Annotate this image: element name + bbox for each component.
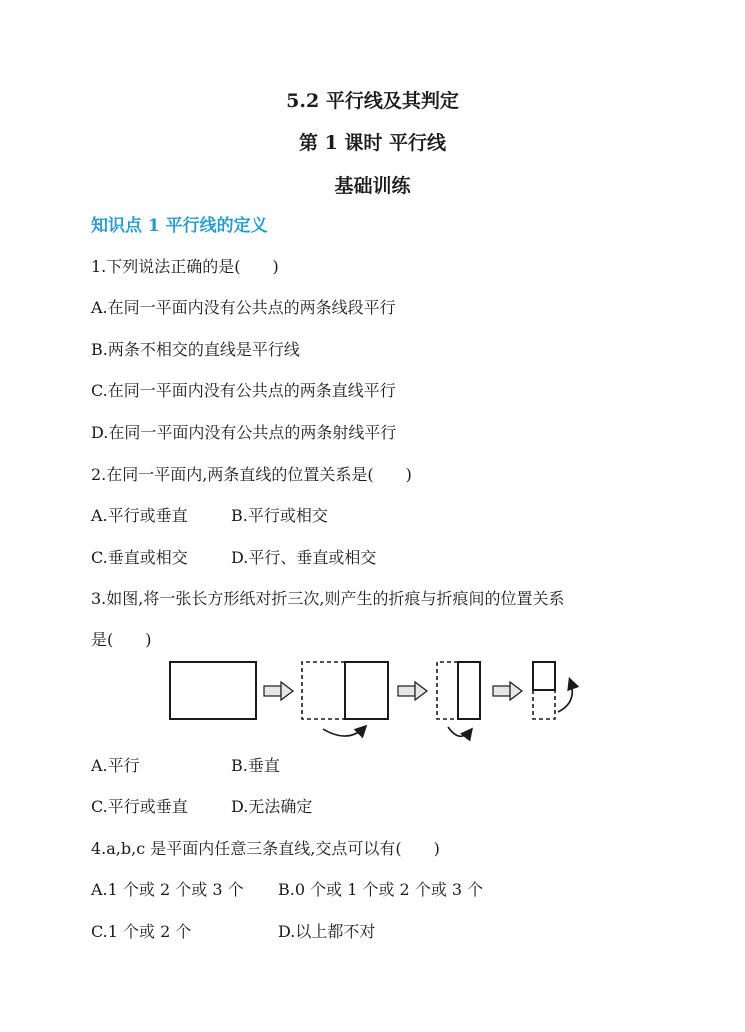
- question-4-stem: 4.a,b,c 是平面内任意三条直线,交点可以有( ): [91, 839, 440, 858]
- quarter-fold-rect: [437, 662, 480, 736]
- paper-folding-figure: [160, 652, 590, 747]
- full-paper-rect: [170, 662, 256, 719]
- page-title: 5.2 平行线及其判定: [286, 90, 459, 112]
- question-1-option-b: B.两条不相交的直线是平行线: [91, 340, 300, 359]
- level-heading: 基础训练: [334, 175, 411, 197]
- question-2-option-a: A.平行或垂直: [91, 506, 188, 525]
- step-arrow-1: [264, 682, 293, 700]
- question-3-stem-continued: 是( ): [91, 630, 152, 649]
- question-1-option-a: A.在同一平面内没有公共点的两条线段平行: [91, 298, 396, 317]
- question-2-option-c: C.垂直或相交: [91, 548, 188, 567]
- question-1-stem: 1.下列说法正确的是( ): [91, 257, 279, 276]
- question-3-stem: 3.如图,将一张长方形纸对折三次,则产生的折痕与折痕间的位置关系: [91, 589, 565, 608]
- question-4-option-d: D.以上都不对: [278, 922, 376, 941]
- lesson-title: 第 1 课时 平行线: [298, 132, 447, 154]
- question-2-option-d: D.平行、垂直或相交: [231, 548, 377, 567]
- question-3-option-c: C.平行或垂直: [91, 797, 188, 816]
- question-3-option-b: B.垂直: [231, 756, 280, 775]
- question-3-option-d: D.无法确定: [231, 797, 313, 816]
- question-2-stem: 2.在同一平面内,两条直线的位置关系是( ): [91, 465, 412, 484]
- knowledge-point-heading: 知识点 1 平行线的定义: [91, 216, 268, 236]
- question-4-option-b: B.0 个或 1 个或 2 个或 3 个: [278, 880, 484, 899]
- question-2-option-b: B.平行或相交: [231, 506, 328, 525]
- question-1-option-c: C.在同一平面内没有公共点的两条直线平行: [91, 381, 396, 400]
- eighth-fold-rect: [533, 662, 572, 719]
- question-3-option-a: A.平行: [91, 756, 140, 775]
- step-arrow-3: [493, 682, 522, 700]
- question-4-option-c: C.1 个或 2 个: [91, 922, 192, 941]
- question-4-option-a: A.1 个或 2 个或 3 个: [91, 880, 244, 899]
- half-fold-rect: [302, 662, 388, 736]
- question-1-option-d: D.在同一平面内没有公共点的两条射线平行: [91, 423, 397, 442]
- step-arrow-2: [398, 682, 427, 700]
